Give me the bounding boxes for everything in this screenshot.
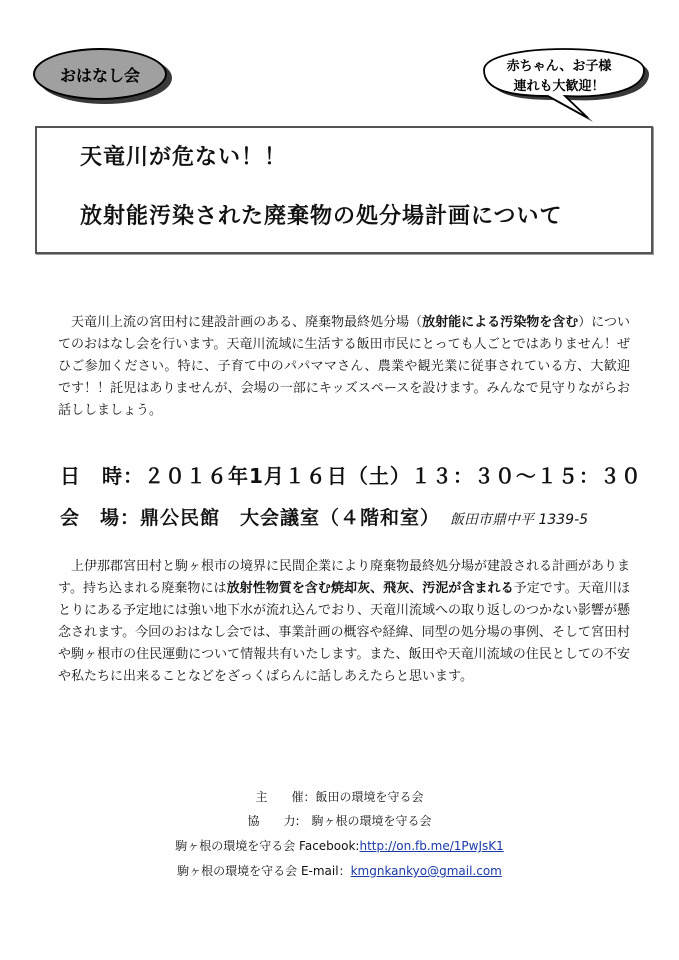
details-text-1: 上伊那郡宮田村と駒ヶ根市の境界に民間企業により廃棄物最終処分場が建設される計画があります。持ち込まれる廃棄物には [58,559,631,596]
details-bold-text: 放射性物質を含む焼却灰、飛灰、汚泥が含まれる [226,581,514,596]
event-type-badge [33,48,167,100]
email-line [0,862,679,879]
subtitle: 放射能汚染された廃棄物の処分場計画について [80,204,563,229]
bubble-line-2: 連れも大歓迎！ [513,79,605,94]
facebook-label: 駒ヶ根の環境を守る会 Facebook: [175,839,360,853]
intro-paragraph [58,312,630,422]
speech-bubble-text [484,57,634,97]
email-label: 駒ヶ根の環境を守る会 E-mail： [177,864,351,878]
cooperation-line: 協 力: 駒ヶ根の環境を守る会 [247,814,432,828]
event-type-label: おはなし会 [59,65,140,85]
event-datetime: 日 時：２０１６年1月１６日（土）１３：３０〜１５：３０ [60,464,642,488]
organizer-line: 主 催：飯田の環境を守る会 [255,790,424,804]
main-title: 天竜川が危ない！！ [80,145,288,170]
facebook-link[interactable]: http://on.fb.me/1PwJsK1 [359,839,504,853]
venue-address: 飯田市鼎中平 1339-5 [450,512,589,528]
intro-text-2: ）についてのおはなし会を行います。天竜川流域に生活する飯田市民にとっても人ごとではありません！ぜひご参加ください。特に、子育て中のパパママさん、農業や観光業に従事されている方、大歓迎です！！託児はありませんが、会場の一部にキッズスペースを設けます。みんなで見守りながらお話ししましょう。 [58,315,630,418]
venue-name: 会 場：鼎公民館 大会議室（４階和室） [60,507,441,529]
details-text-2: 予定です。天竜川ほとりにある予定地には強い地下水が流れ込んでおり、天竜川流域への取り返しのつかない影響が懸念されます。今回のおはなし会では、事業計画の概容や経緯、同型の処分場の事例、そして宮田村や駒ヶ根市の住民運動について情報共有いたします。また、飯田や天竜川流域の住民としての不安や私たちに出来ることなどをざっくばらんに話しあえたらと思います。 [58,581,631,684]
email-link[interactable]: kmgnkankyo@gmail.com [350,864,502,878]
facebook-line [0,837,679,854]
bubble-line-1: 赤ちゃん、お子様 [506,59,612,74]
intro-text-1: 天竜川上流の宮田村に建設計画のある、廃棄物最終処分場（ [58,315,423,330]
details-paragraph [58,556,630,688]
event-venue [60,503,588,530]
intro-bold-text: 放射能による汚染物を含む [422,315,579,330]
